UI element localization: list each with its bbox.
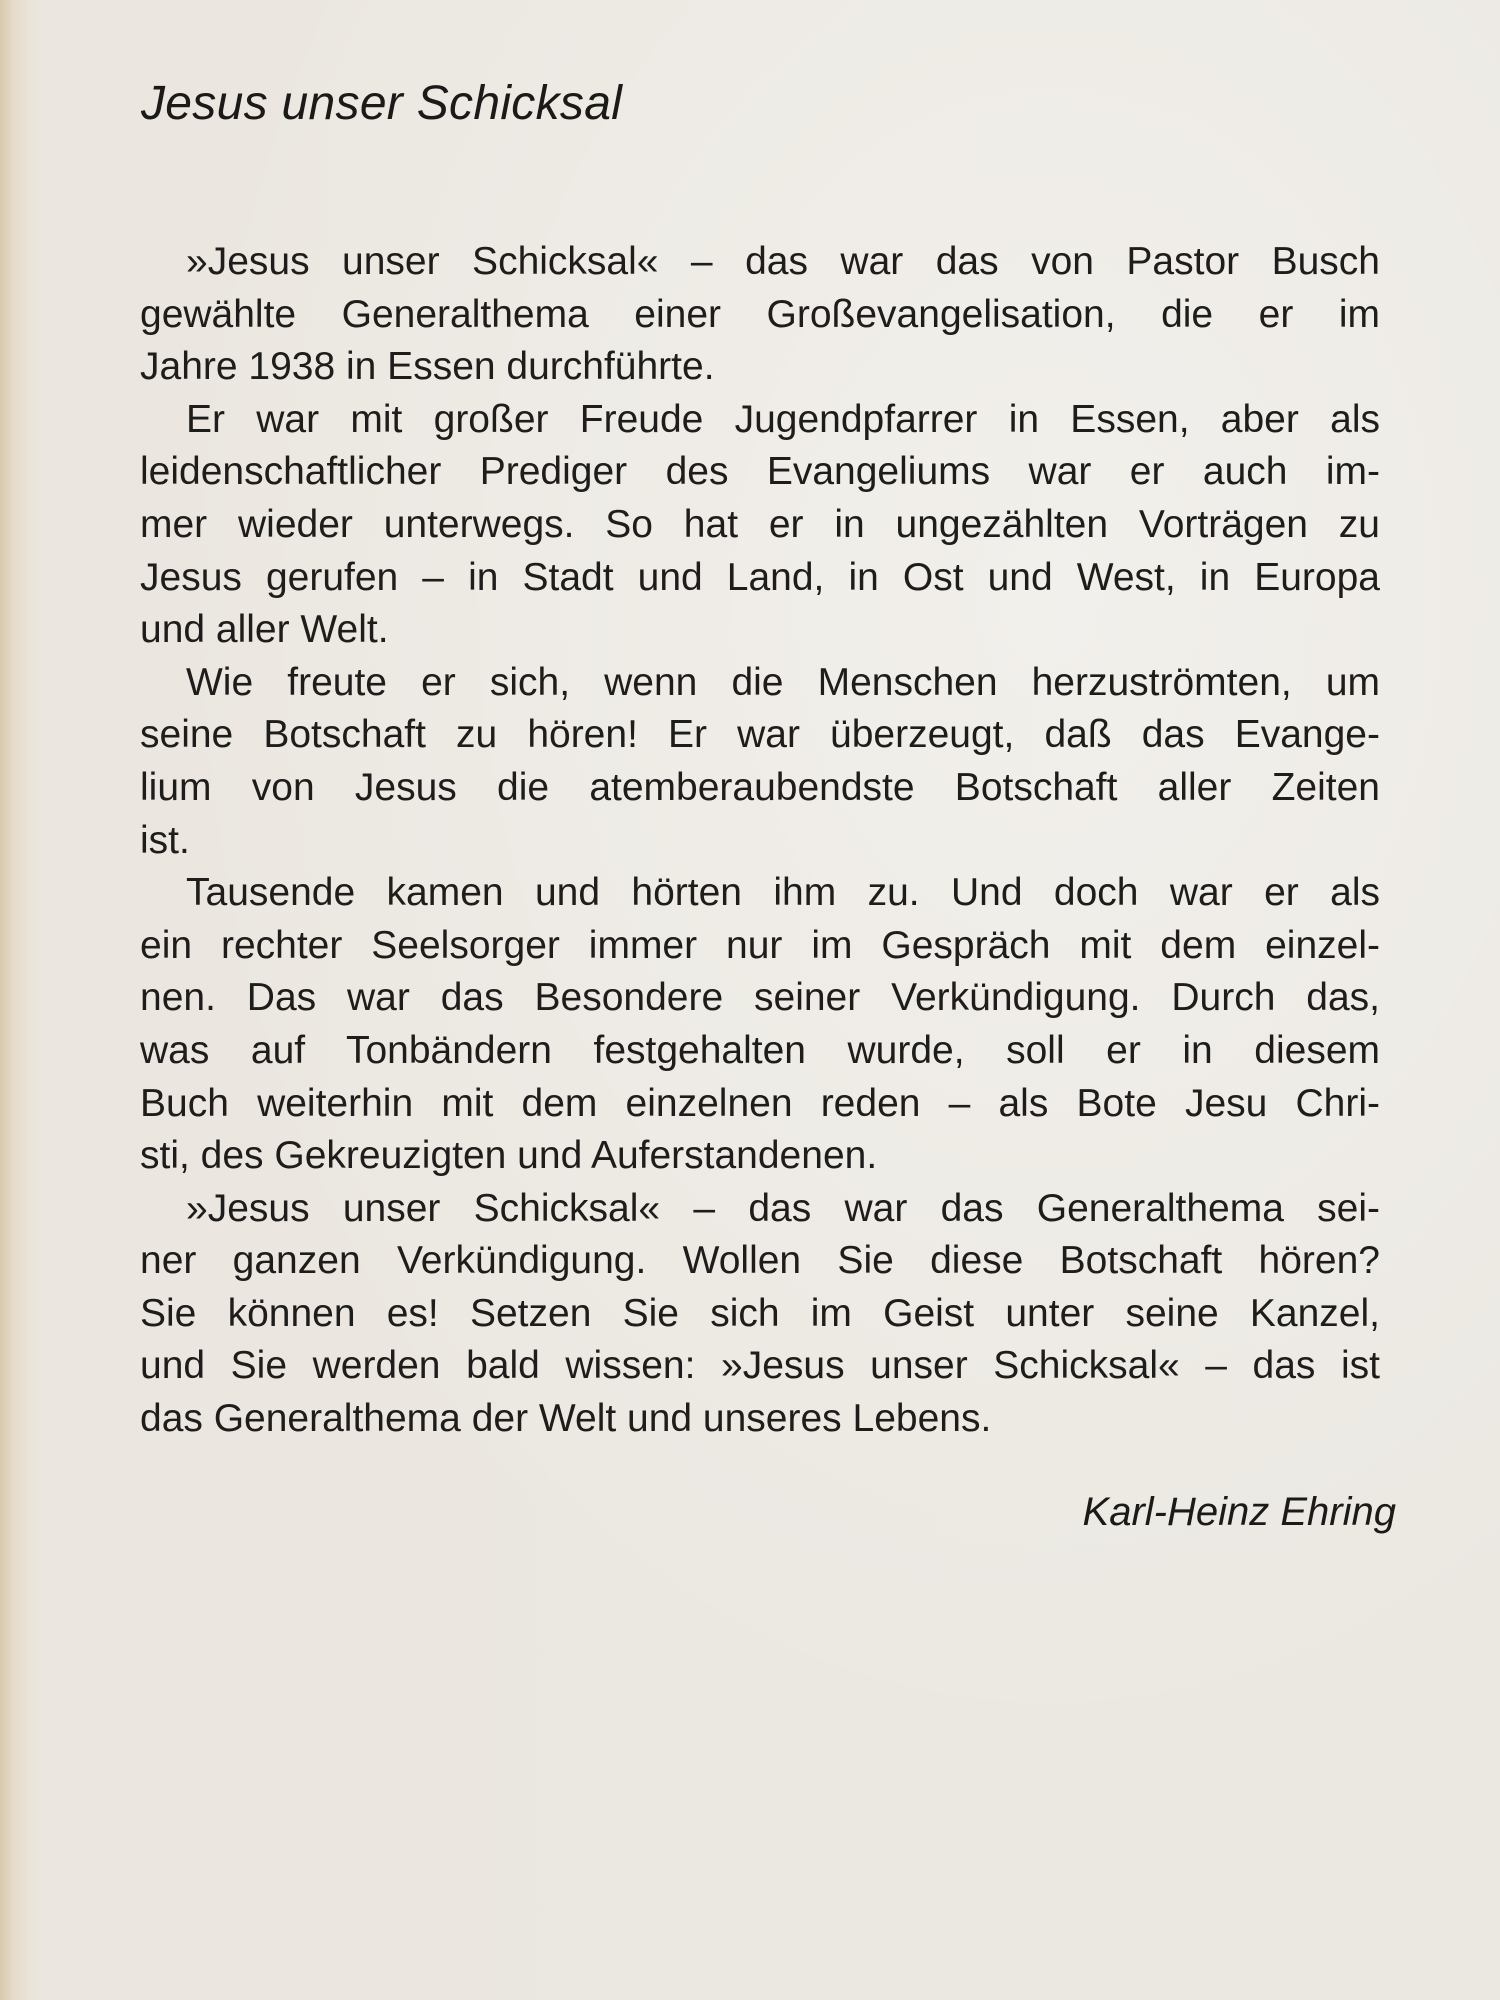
text-line: Jesus gerufen – in Stadt und Land, in Ost und West, in Europa (140, 555, 1380, 599)
text-line: seine Botschaft zu hören! Er war überzeugt, daß das Evange- (140, 713, 1380, 757)
text-line: und aller Welt. (140, 608, 389, 652)
text-line: und Sie werden bald wissen: »Jesus unser Schicksal« – das ist (140, 1344, 1380, 1388)
text-line: nen. Das war das Besondere seiner Verkündigung. Durch das, (140, 976, 1380, 1020)
text-line: »Jesus unser Schicksal« – das war das Generalthema sei- (186, 1186, 1380, 1230)
text-line: mer wieder unterwegs. So hat er in ungezählten Vorträgen zu (140, 502, 1380, 546)
body-text (140, 236, 1380, 1446)
text-line: lium von Jesus die atemberaubendste Botschaft aller Zeiten (140, 765, 1380, 809)
text-line: was auf Tonbändern festgehalten wurde, soll er in diesem (140, 1028, 1380, 1072)
text-line: leidenschaftlicher Prediger des Evangeliums war er auch im- (140, 450, 1380, 494)
text-line: sti, des Gekreuzigten und Auferstandenen. (140, 1134, 878, 1178)
text-line: Sie können es! Setzen Sie sich im Geist unter seine Kanzel, (140, 1291, 1380, 1335)
text-line: Buch weiterhin mit dem einzelnen reden – als Bote Jesu Chri- (140, 1081, 1380, 1125)
text-line: »Jesus unser Schicksal« – das war das von Pastor Busch (186, 240, 1380, 283)
text-line: Wie freute er sich, wenn die Menschen herzuströmten, um (186, 660, 1380, 704)
text-line: Tausende kamen und hörten ihm zu. Und doch war er als (186, 871, 1380, 915)
text-line: ner ganzen Verkündigung. Wollen Sie diese Botschaft hören? (140, 1239, 1380, 1283)
text-line: Jahre 1938 in Essen durchführte. (140, 345, 715, 389)
text-line: ein rechter Seelsorger immer nur im Gespräch mit dem einzel- (140, 923, 1380, 967)
text-line: das Generalthema der Welt und unseres Lebens. (140, 1397, 992, 1441)
text-line: gewählte Generalthema einer Großevangelisation, die er im (140, 292, 1380, 336)
author-signature: Karl-Heinz Ehring (1082, 1490, 1396, 1534)
text-line: Er war mit großer Freude Jugendpfarrer in Essen, aber als (186, 397, 1380, 441)
text-line: ist. (140, 818, 190, 862)
page-title: Jesus unser Schicksal (141, 77, 623, 130)
